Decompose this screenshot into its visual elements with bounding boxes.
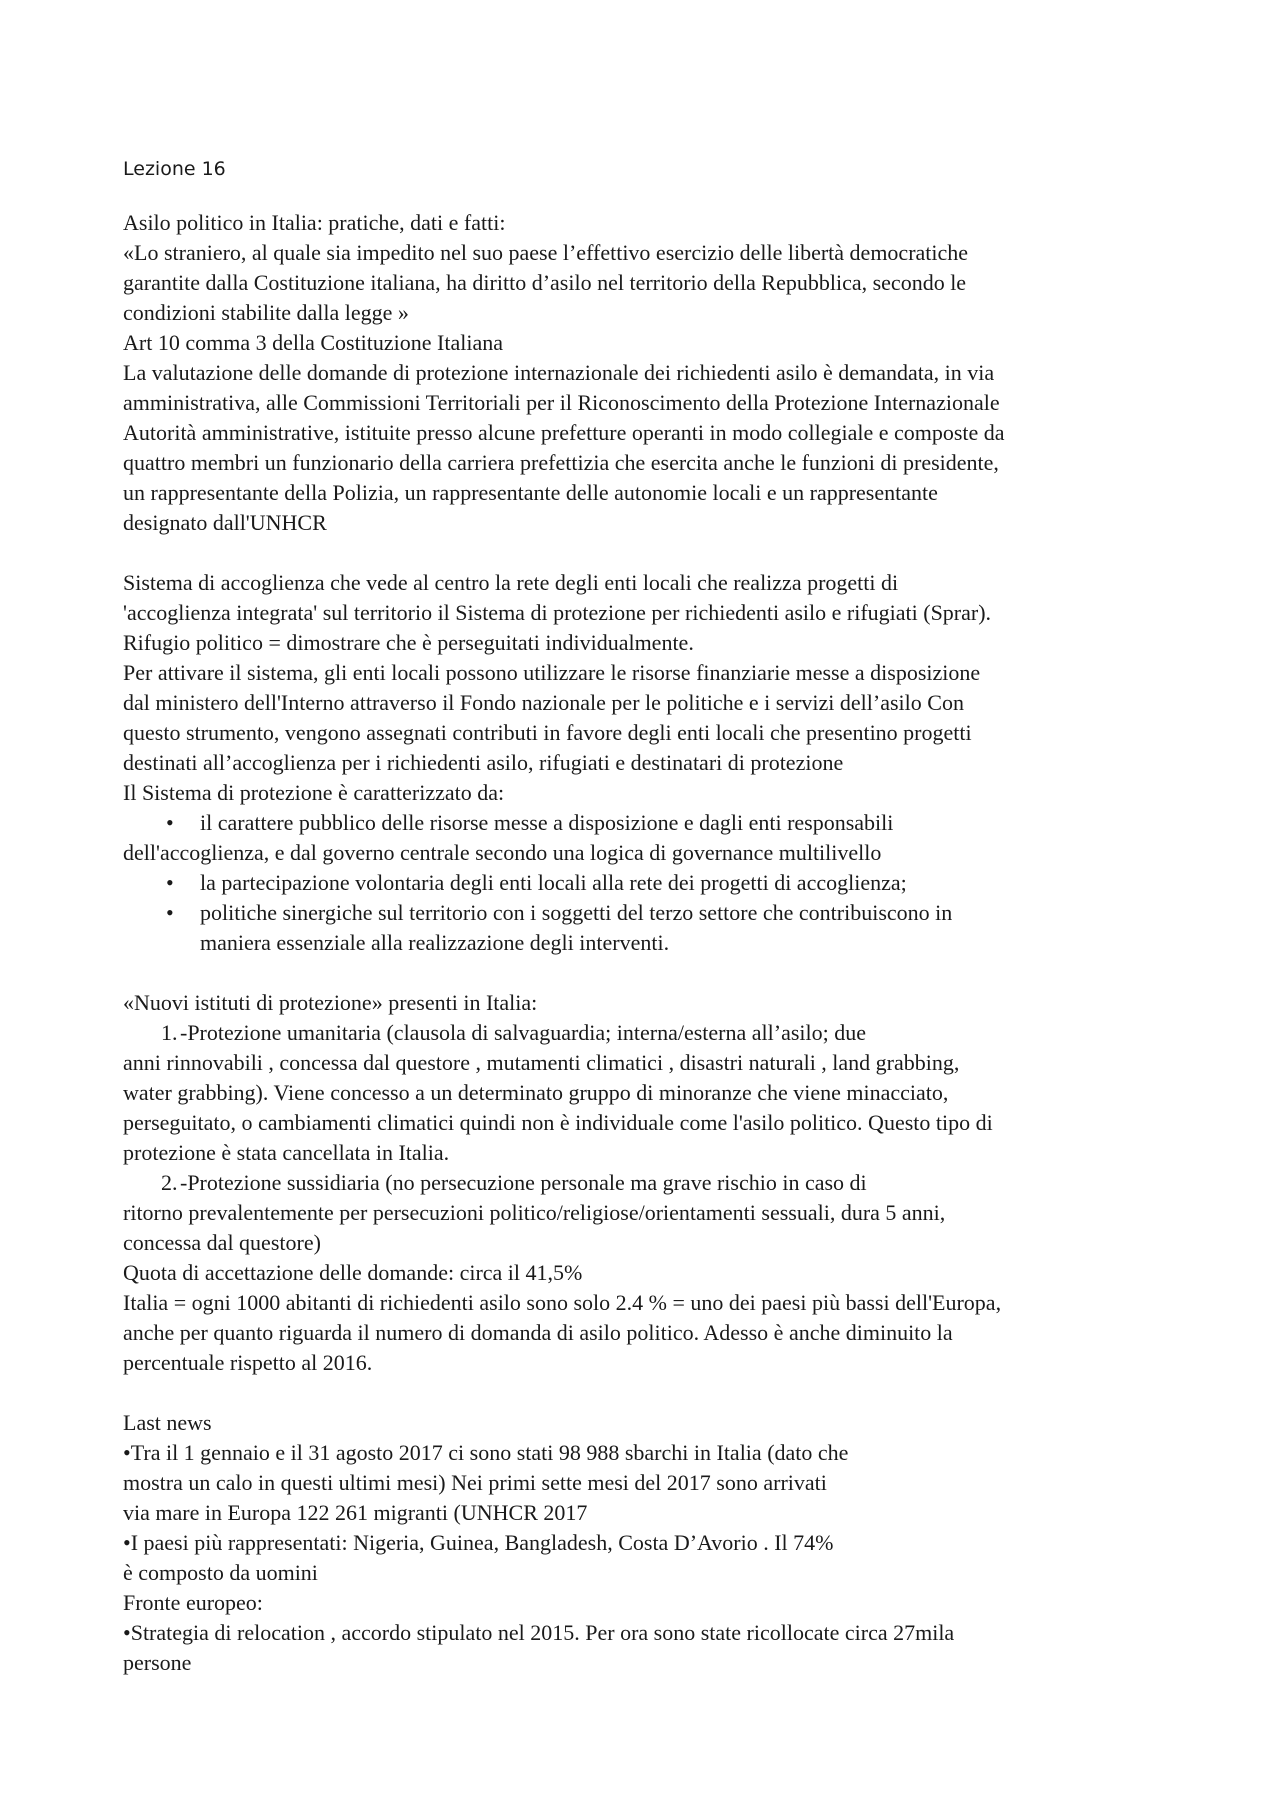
sistema-section: [123, 568, 1183, 958]
paragraph-line: 'accoglienza integrata' sul territorio il Sistema di protezione per richiedenti asilo e rifugiati (Sprar).: [123, 600, 992, 625]
paragraph-line: Quota di accettazione delle domande: circa il 41,5%: [123, 1260, 583, 1285]
numbered-item: [123, 1168, 1183, 1198]
paragraph-line: percentuale rispetto al 2016.: [123, 1350, 373, 1375]
paragraph-line: anni rinnovabili , concessa dal questore , mutamenti climatici , disastri naturali , land grabbing,: [123, 1050, 960, 1075]
paragraph-line: La valutazione delle domande di protezione internazionale dei richiedenti asilo è demandata, in via: [123, 360, 995, 385]
bullet-item: [123, 808, 1183, 838]
numbered-item: [123, 1018, 1183, 1048]
paragraph-line: perseguitato, o cambiamenti climatici quindi non è individuale come l'asilo politico. Questo tipo di: [123, 1110, 993, 1135]
quote-line: «Lo straniero, al quale sia impedito nel suo paese l’effettivo esercizio delle libertà democratiche: [123, 240, 969, 265]
paragraph-line: •Tra il 1 gennaio e il 31 agosto 2017 ci sono stati 98 988 sbarchi in Italia (dato che: [123, 1440, 849, 1465]
bullet-item: [123, 898, 1183, 928]
paragraph-line: Rifugio politico = dimostrare che è perseguitati individualmente.: [123, 630, 694, 655]
paragraph-line: concessa dal questore): [123, 1230, 321, 1255]
paragraph-line: persone: [123, 1650, 192, 1675]
blank-line: [123, 958, 1183, 988]
bullet-icon: •: [166, 810, 174, 835]
item-number: 2.: [161, 1170, 178, 1195]
item-text: -Protezione sussidiaria (no persecuzione personale ma grave rischio in caso di: [180, 1170, 867, 1195]
quote-line: garantite dalla Costituzione italiana, ha diritto d’asilo nel territorio della Repubblica, secondo le: [123, 270, 967, 295]
bullet-icon: •: [166, 900, 174, 925]
bullet-item: [123, 868, 1183, 898]
paragraph-line: questo strumento, vengono assegnati contributi in favore degli enti locali che presentino progetti: [123, 720, 972, 745]
news-section: [123, 1408, 1183, 1678]
blank-line: [123, 538, 1183, 568]
section-heading: Last news: [123, 1410, 212, 1435]
paragraph-line: è composto da uomini: [123, 1560, 318, 1585]
blank-line: [123, 1378, 1183, 1408]
intro-section: [123, 208, 1183, 538]
intro-heading: Asilo politico in Italia: pratiche, dati e fatti:: [123, 210, 506, 235]
paragraph-line: Italia = ogni 1000 abitanti di richiedenti asilo sono solo 2.4 % = uno dei paesi più bassi dell'Europa,: [123, 1290, 1002, 1315]
paragraph-line: anche per quanto riguarda il numero di domanda di asilo politico. Adesso è anche diminuito la: [123, 1320, 953, 1345]
paragraph-line: •I paesi più rappresentati: Nigeria, Guinea, Bangladesh, Costa D’Avorio . Il 74%: [123, 1530, 834, 1555]
paragraph-line: Per attivare il sistema, gli enti locali possono utilizzare le risorse finanziarie messe a disposizione: [123, 660, 981, 685]
article-reference: Art 10 comma 3 della Costituzione Italiana: [123, 330, 504, 355]
paragraph-line: mostra un calo in questi ultimi mesi) Nei primi sette mesi del 2017 sono arrivati: [123, 1470, 827, 1495]
paragraph-line: protezione è stata cancellata in Italia.: [123, 1140, 450, 1165]
paragraph-line: quattro membri un funzionario della carriera prefettizia che esercita anche le funzioni di presidente,: [123, 450, 999, 475]
paragraph-line: •Strategia di relocation , accordo stipulato nel 2015. Per ora sono state ricollocate circa 27mila: [123, 1620, 955, 1645]
paragraph-line: un rappresentante della Polizia, un rappresentante delle autonomie locali e un rappresentante: [123, 480, 938, 505]
bullet-continuation: maniera essenziale alla realizzazione degli interventi.: [200, 930, 670, 955]
item-text: -Protezione umanitaria (clausola di salvaguardia; interna/esterna all’asilo; due: [180, 1020, 867, 1045]
bullet-icon: •: [166, 870, 174, 895]
paragraph-line: amministrativa, alle Commissioni Territoriali per il Riconoscimento della Protezione Internazionale: [123, 390, 1000, 415]
paragraph-line: dal ministero dell'Interno attraverso il Fondo nazionale per le politiche e i servizi dell’asilo Con: [123, 690, 964, 715]
paragraph-line: via mare in Europa 122 261 migranti (UNHCR 2017: [123, 1500, 588, 1525]
item-number: 1.: [161, 1020, 178, 1045]
document-body: [123, 154, 1183, 1678]
bullet-text: la partecipazione volontaria degli enti locali alla rete dei progetti di accoglienza;: [200, 870, 907, 895]
paragraph-line: Il Sistema di protezione è caratterizzato da:: [123, 780, 505, 805]
paragraph-line: Autorità amministrative, istituite presso alcune prefetture operanti in modo collegiale e composte da: [123, 420, 1005, 445]
paragraph-line: designato dall'UNHCR: [123, 510, 327, 535]
lesson-title: Lezione 16: [123, 158, 226, 180]
bullet-text: politiche sinergiche sul territorio con i soggetti del terzo settore che contribuiscono in: [200, 900, 953, 925]
paragraph-line: Fronte europeo:: [123, 1590, 263, 1615]
section-heading: «Nuovi istituti di protezione» presenti in Italia:: [123, 990, 538, 1015]
paragraph-line: ritorno prevalentemente per persecuzioni politico/religiose/orientamenti sessuali, dura 5 anni,: [123, 1200, 946, 1225]
bullet-continuation: dell'accoglienza, e dal governo centrale secondo una logica di governance multilivello: [123, 840, 882, 865]
paragraph-line: water grabbing). Viene concesso a un determinato gruppo di minoranze che viene minacciato,: [123, 1080, 949, 1105]
paragraph-line: destinati all’accoglienza per i richiedenti asilo, rifugiati e destinatari di protezione: [123, 750, 844, 775]
istituti-section: [123, 988, 1183, 1378]
paragraph-line: Sistema di accoglienza che vede al centro la rete degli enti locali che realizza progetti di: [123, 570, 899, 595]
bullet-text: il carattere pubblico delle risorse messe a disposizione e dagli enti responsabili: [200, 810, 894, 835]
quote-line: condizioni stabilite dalla legge »: [123, 300, 409, 325]
